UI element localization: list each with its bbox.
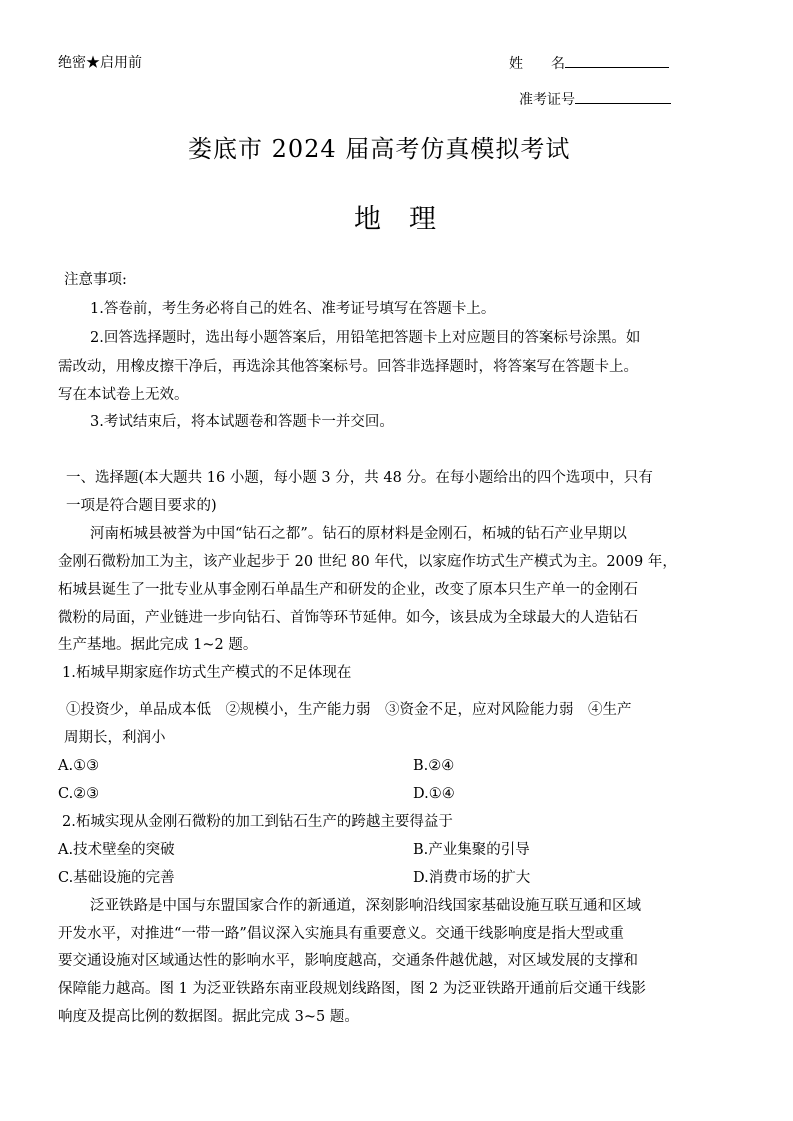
subject-title: 地理 (354, 204, 464, 235)
notice-item-2-line3: 写在本试卷上无效。 (58, 387, 189, 403)
section-heading-line2: 一项是符合题目要求的) (66, 498, 217, 514)
notice-item-2-line2: 需改动，用橡皮擦干净后，再选涂其他答案标号。回答非选择题时，将答案写在答题卡上。 (58, 359, 638, 375)
exam-id-label: 准考证号 (519, 92, 575, 108)
notice-heading: 注意事项: (64, 272, 127, 288)
q1-option-c: C.②③ (58, 786, 100, 802)
passage2-line: 泛亚铁路是中国与东盟国家合作的新通道，深刻影响沿线国家基础设施互联互通和区域 (90, 898, 641, 914)
q1-option-a: A.①③ (58, 758, 100, 774)
passage2-line: 响度及提高比例的数据图。据此完成 3~5 题。 (58, 1009, 359, 1025)
q1-stem: 1.柘城早期家庭作坊式生产模式的不足体现在 (62, 665, 352, 681)
exam-id-blank (575, 88, 671, 104)
notice-item-2-line1: 2.回答选择题时，选出每小题答案后，用铅笔把答题卡上对应题目的答案标号涂黑。如 (90, 330, 641, 346)
name-label: 姓 名 (509, 56, 565, 72)
notice-item-1: 1.答卷前，考生务必将自己的姓名、准考证号填写在答题卡上。 (90, 301, 496, 317)
q2-option-c: C.基础设施的完善 (58, 870, 175, 886)
passage2-line: 保障能力越高。图 1 为泛亚铁路东南亚段规划线路图，图 2 为泛亚铁路开通前后交通干线影 (58, 981, 646, 997)
q1-option-b: B.②④ (413, 758, 455, 774)
exam-id-field (519, 88, 671, 109)
q1-statements-line2: 周期长，利润小 (64, 730, 166, 746)
passage2-line: 开发水平，对推进“一带一路”倡议深入实施具有重要意义。交通干线影响度是指大型或重 (58, 926, 624, 942)
name-field (509, 52, 669, 73)
passage1-line: 柘城县诞生了一批专业从事金刚石单晶生产和研发的企业，改变了原本只生产单一的金刚石 (58, 582, 638, 598)
page-title: 娄底市 2024 届高考仿真模拟考试 (188, 135, 571, 163)
passage1-line: 微粉的局面，产业链进一步向钻石、首饰等环节延伸。如今，该县成为全球最大的人造钻石 (58, 610, 638, 626)
passage1-line: 生产基地。据此完成 1~2 题。 (58, 637, 258, 653)
passage1-line: 河南柘城县被誉为中国“钻石之都”。钻石的原材料是金刚石，柘城的钻石产业早期以 (90, 526, 627, 542)
passage1-line: 金刚石微粉加工为主，该产业起步于 20 世纪 80 年代，以家庭作坊式生产模式为主。2009 年， (58, 554, 677, 570)
notice-item-3: 3.考试结束后，将本试题卷和答题卡一并交回。 (90, 414, 394, 430)
q2-option-b: B.产业集聚的引导 (413, 842, 530, 858)
q1-option-d: D.①④ (413, 786, 455, 802)
section-heading-line1: 一、选择题(本大题共 16 小题，每小题 3 分，共 48 分。在每小题给出的四个选项中，只有 (66, 470, 653, 486)
passage2-line: 要交通设施对区域通达性的影响水平，影响度越高，交通条件越优越，对区域发展的支撑和 (58, 953, 638, 969)
q1-statements-line1: ①投资少，单品成本低 ②规模小，生产能力弱 ③资金不足，应对风险能力弱 ④生产 (66, 702, 632, 718)
q2-stem: 2.柘城实现从金刚石微粉的加工到钻石生产的跨越主要得益于 (62, 814, 453, 830)
q2-option-d: D.消费市场的扩大 (413, 870, 531, 886)
name-blank (565, 52, 669, 68)
q2-option-a: A.技术壁垒的突破 (58, 842, 175, 858)
confidential-label: 绝密★启用前 (58, 55, 142, 71)
